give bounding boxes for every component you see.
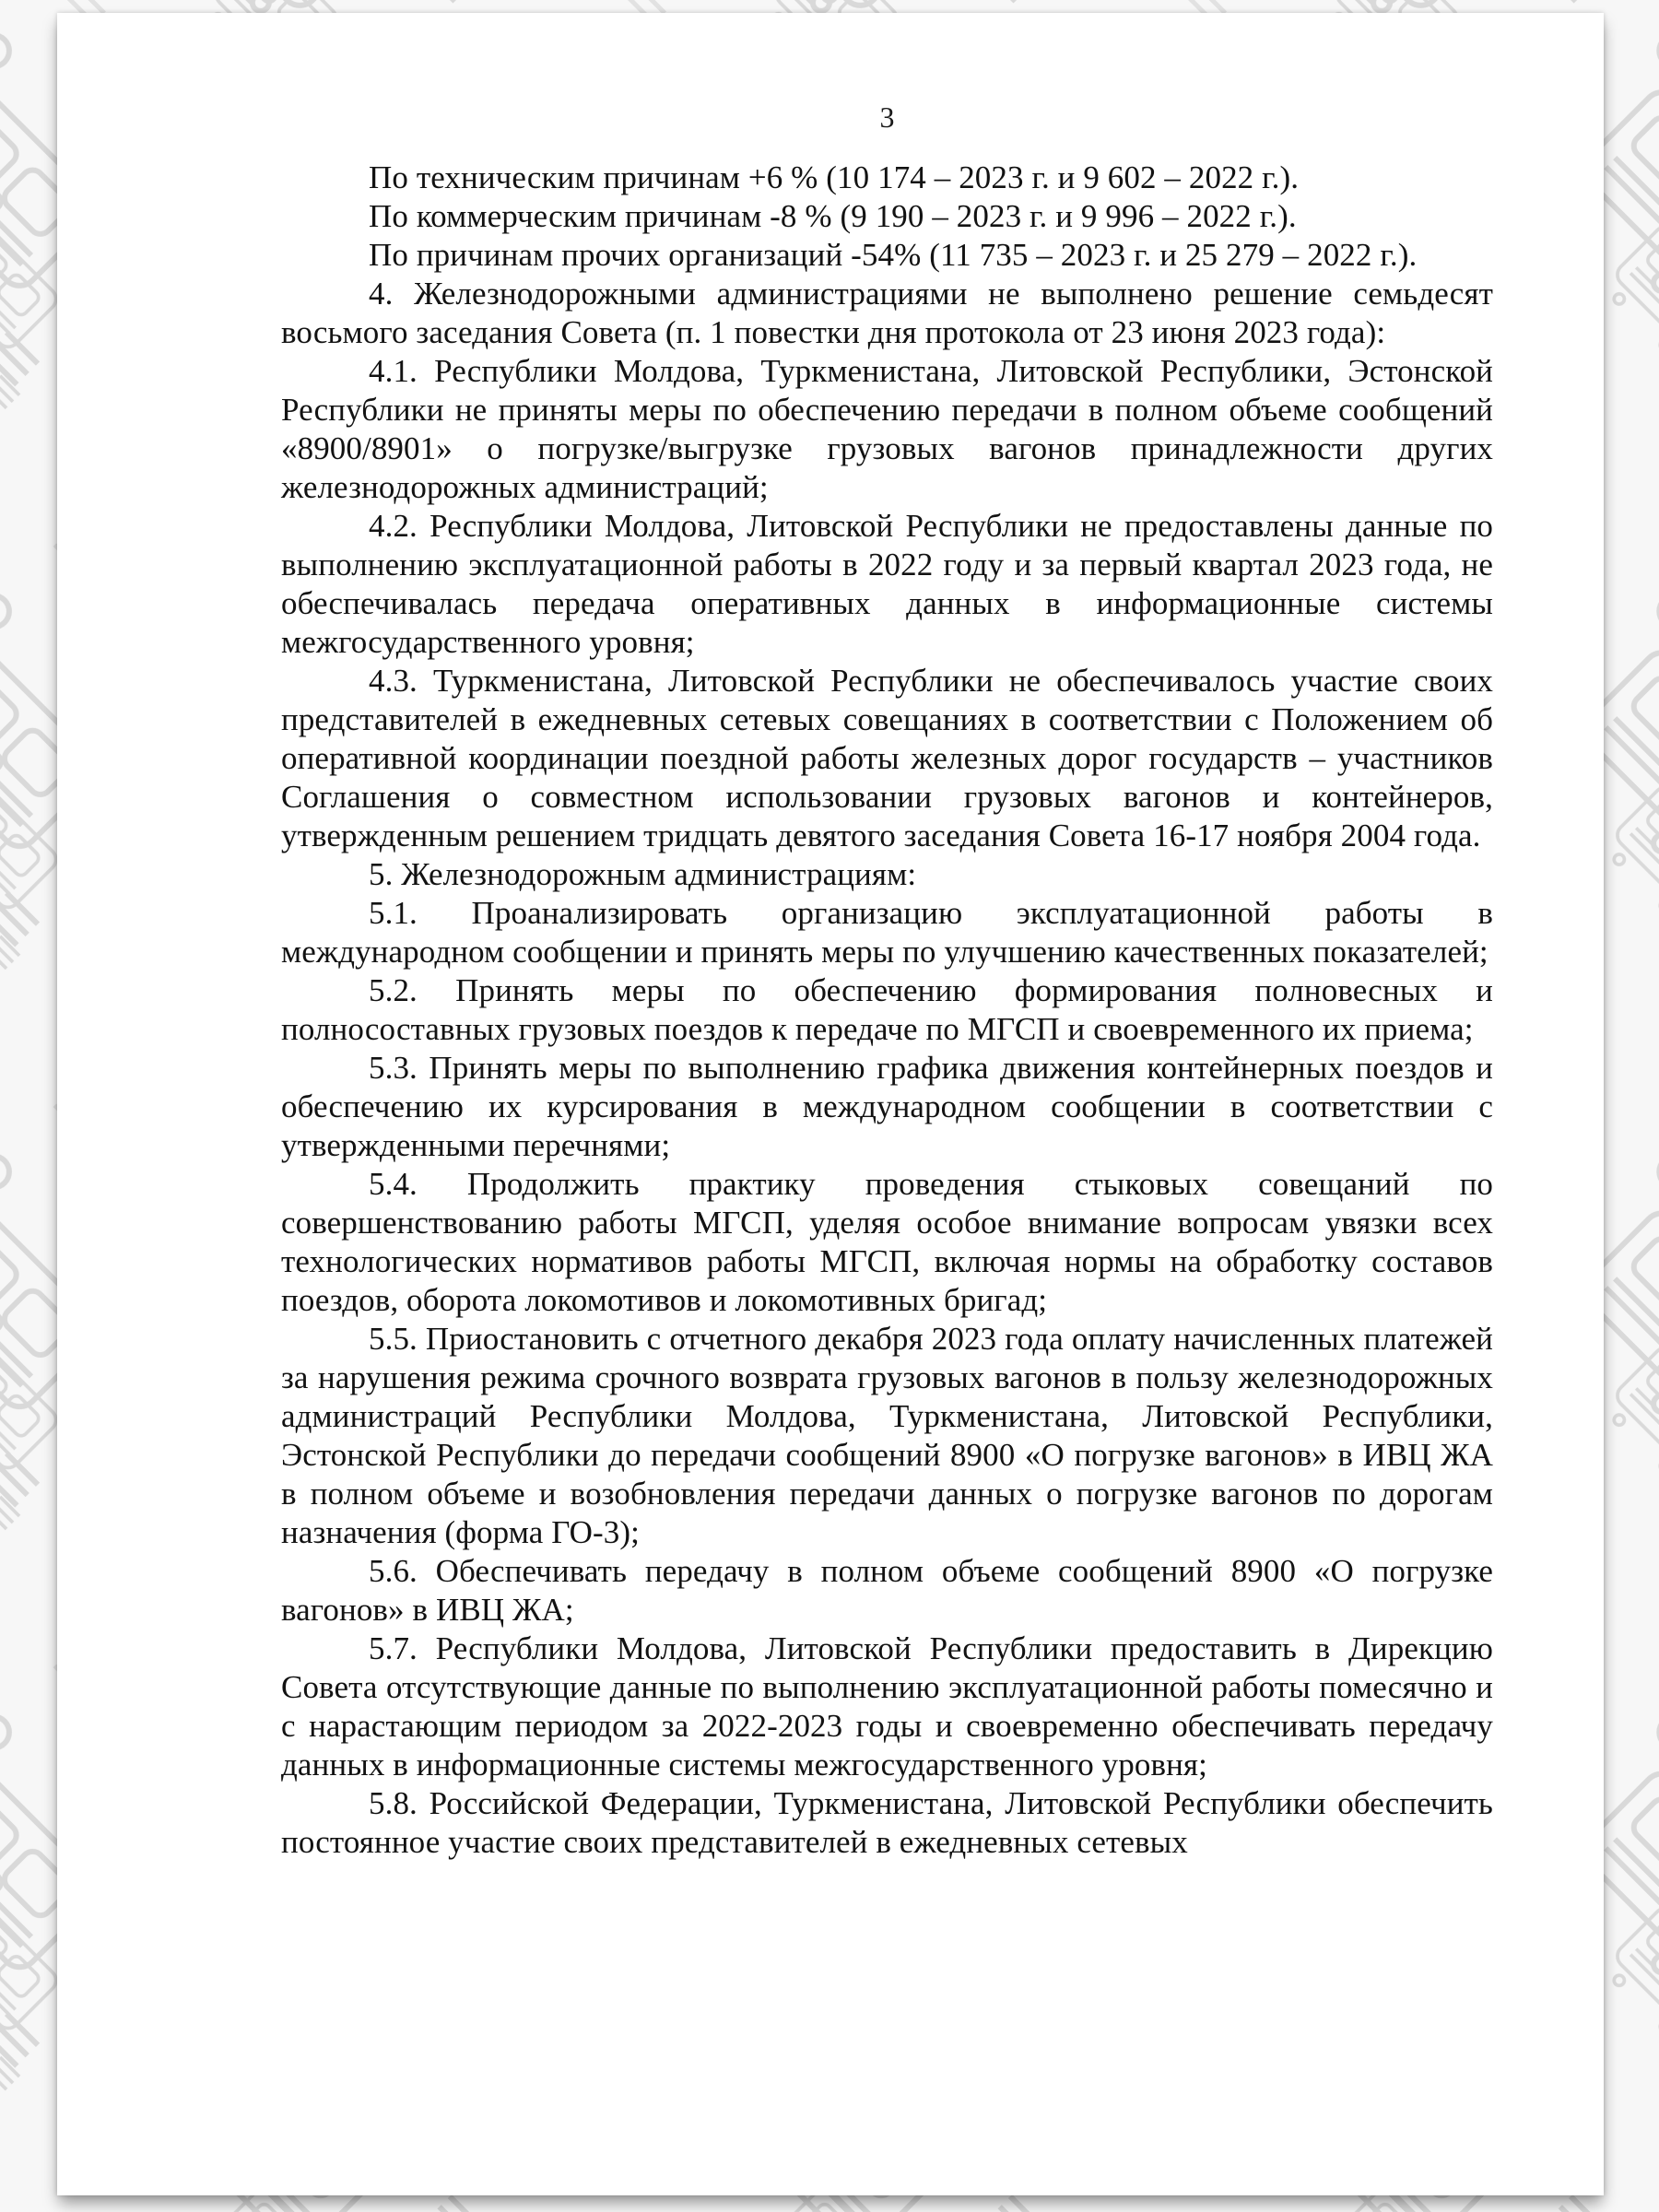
clause-5-1: 5.1. Проанализировать организацию эксплуатационной работы в международном сообщении и принять меры по улучшению качественных показателей; bbox=[281, 895, 1493, 970]
paragraph-technical-reasons: По техническим причинам +6 % (10 174 – 2023 г. и 9 602 – 2022 г.). bbox=[369, 159, 1300, 195]
clause-5-2: 5.2. Принять меры по обеспечению формирования полновесных и полносоставных грузовых поездов к передаче по МГСП и своевременного их приема; bbox=[281, 972, 1493, 1047]
clause-4-2: 4.2. Республики Молдова, Литовской Республики не предоставлены данные по выполнению эксплуатационной работы в 2022 году и за первый квартал 2023 года, не обеспечивалась передача оперативных данных в информационные системы межгосударственного уровня; bbox=[281, 508, 1493, 660]
clause-5-3: 5.3. Принять меры по выполнению графика движения контейнерных поездов и обеспечению их курсирования в международном сообщении в соответствии с утвержденными перечнями; bbox=[281, 1050, 1493, 1163]
clause-5-5: 5.5. Приостановить с отчетного декабря 2023 года оплату начисленных платежей за нарушения режима срочного возврата грузовых вагонов в пользу железнодорожных администраций Республики Молдова, Туркменистана, Литовской Республики, Эстонской Республики до передачи сообщений 8900 «О погрузке вагонов» в ИВЦ ЖА в полном объеме и возобновления передачи данных о погрузке вагонов по дорогам назначения (форма ГО-3); bbox=[281, 1321, 1493, 1550]
clause-4: 4. Железнодорожными администрациями не выполнено решение семьдесят восьмого заседания Совета (п. 1 повестки дня протокола от 23 июня 2023 года): bbox=[281, 276, 1493, 350]
clause-5: 5. Железнодорожным администрациям: bbox=[369, 856, 917, 892]
paragraph-other-orgs-reasons: По причинам прочих организаций -54% (11 735 – 2023 г. и 25 279 – 2022 г.). bbox=[369, 237, 1418, 273]
clause-5-7: 5.7. Республики Молдова, Литовской Республики предоставить в Дирекцию Совета отсутствующие данные по выполнению эксплуатационной работы помесячно и с нарастающим периодом за 2022-2023 годы и своевременно обеспечивать передачу данных в информационные системы межгосударственного уровня; bbox=[281, 1630, 1493, 1783]
page-number: 3 bbox=[879, 100, 895, 134]
clause-5-4: 5.4. Продолжить практику проведения стыковых совещаний по совершенствованию работы МГСП, уделяя особое внимание вопросам увязки всех технологических нормативов работы МГСП, включая нормы на обработку составов поездов, оборота локомотивов и локомотивных бригад; bbox=[281, 1166, 1493, 1318]
page-content bbox=[281, 159, 1493, 1862]
clause-5-8: 5.8. Российской Федерации, Туркменистана, Литовской Республики обеспечить постоянное участие своих представителей в ежедневных сетевых bbox=[281, 1785, 1493, 1860]
paragraph-commercial-reasons: По коммерческим причинам -8 % (9 190 – 2023 г. и 9 996 – 2022 г.). bbox=[369, 198, 1297, 234]
clause-5-6: 5.6. Обеспечивать передачу в полном объеме сообщений 8900 «О погрузке вагонов» в ИВЦ ЖА; bbox=[281, 1553, 1493, 1628]
clause-4-3: 4.3. Туркменистана, Литовской Республики не обеспечивалось участие своих представителей в ежедневных сетевых совещаниях в соответствии с Положением об оперативной координации поездной работы железных дорог государств – участников Соглашения о совместном использовании грузовых вагонов и контейнеров, утвержденным решением тридцать девятого заседания Совета 16-17 ноября 2004 года. bbox=[281, 663, 1493, 853]
document-page bbox=[57, 13, 1604, 2195]
clause-4-1: 4.1. Республики Молдова, Туркменистана, Литовской Республики, Эстонской Республики не приняты меры по обеспечению передачи в полном объеме сообщений «8900/8901» о погрузке/выгрузке грузовых вагонов принадлежности других железнодорожных администраций; bbox=[281, 353, 1493, 505]
